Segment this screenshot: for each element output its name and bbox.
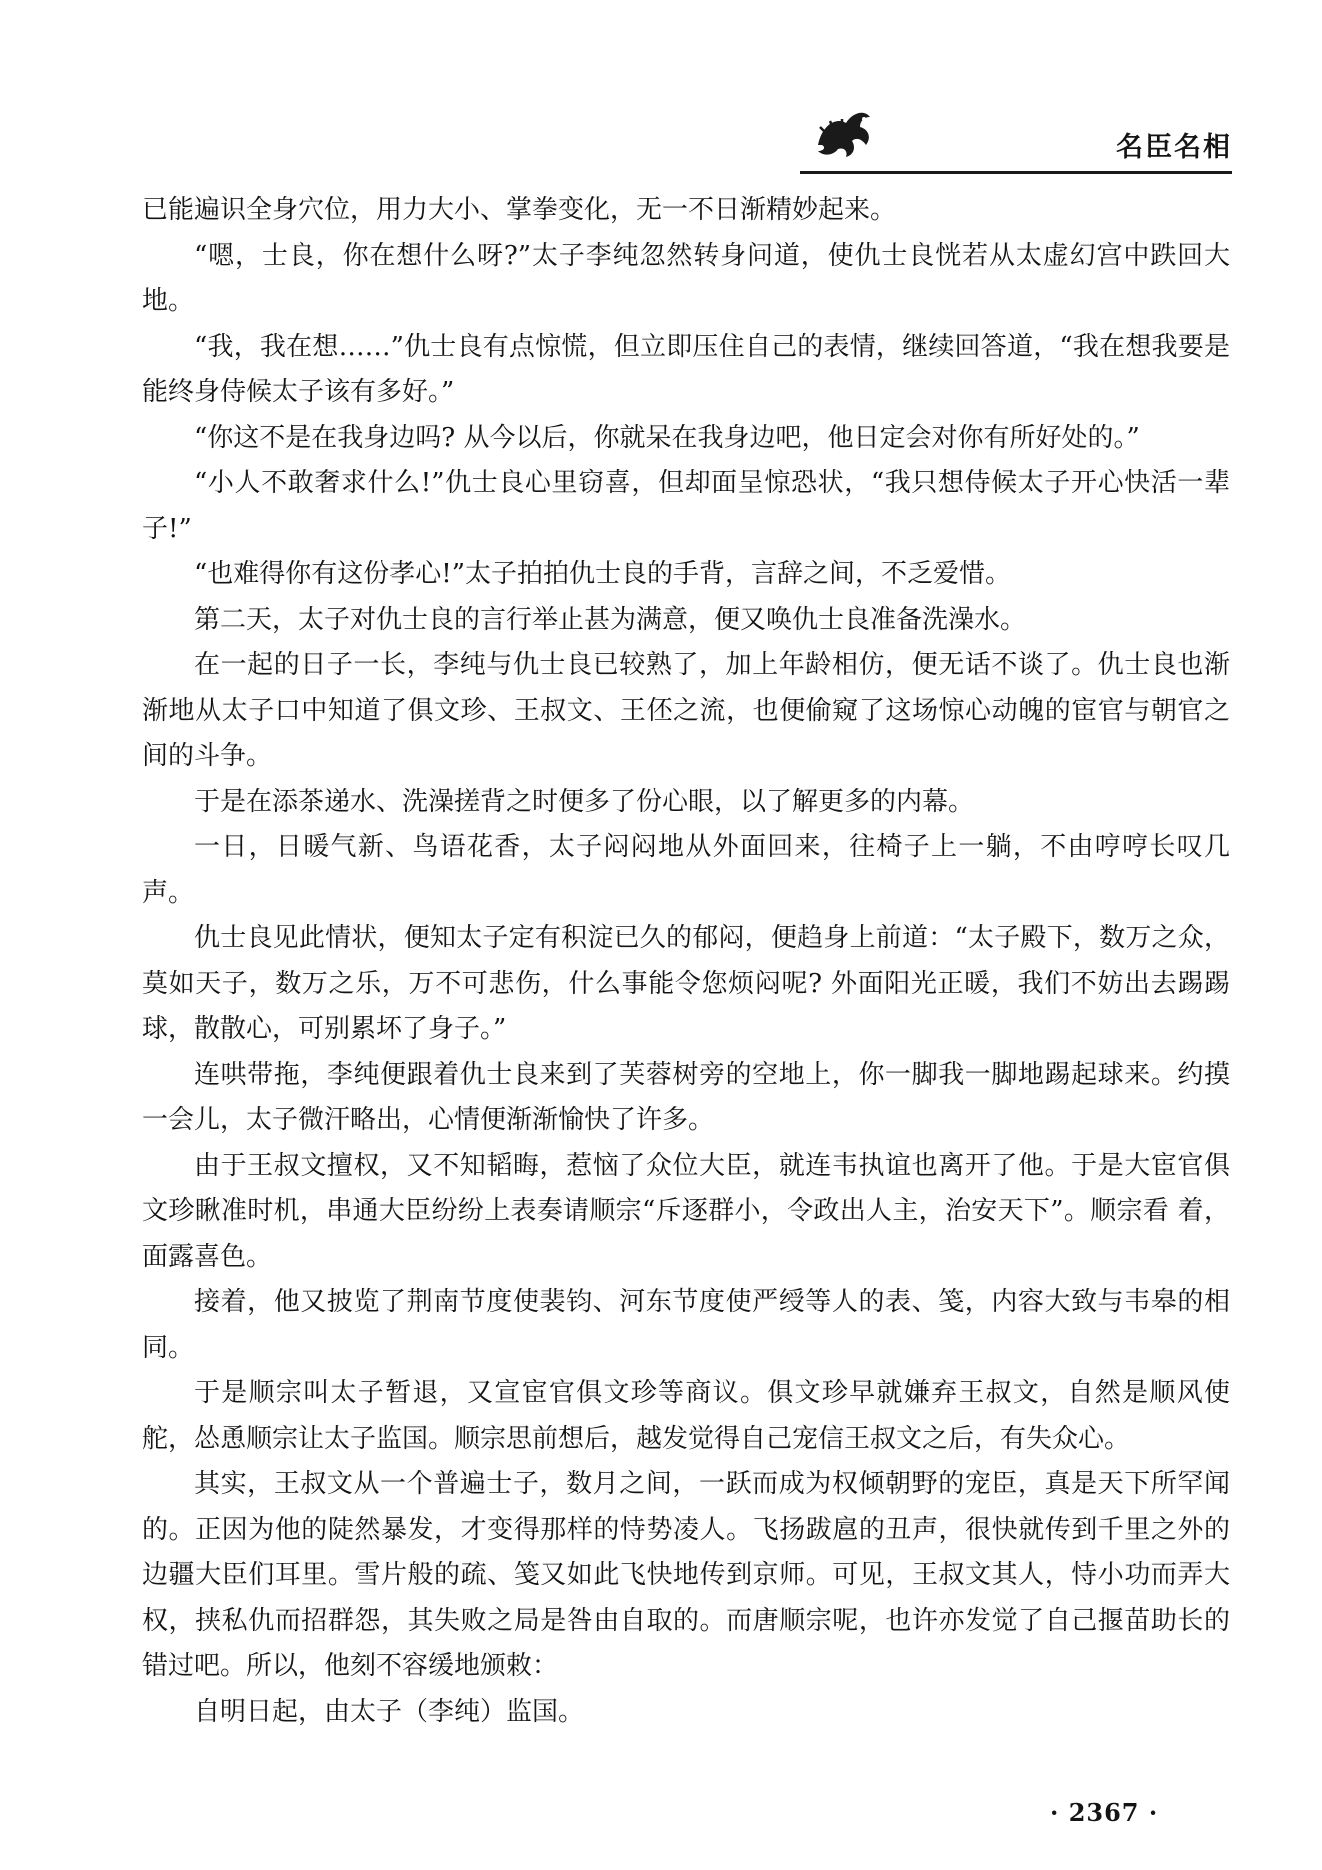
header-title: 名臣名相 [1116,132,1232,163]
paragraph: 于是顺宗叫太子暂退，又宣宦官俱文珍等商议。俱文珍早就嫌弃王叔文，自然是顺风使舵，怂恿顺宗让太子监国。顺宗思前想后，越发觉得自己宠信王叔文之后，有失众心。 [142,1378,1230,1454]
body-text [142,188,1230,1735]
paragraph: 第二天，太子对仇士良的言行举止甚为满意，便又唤仇士良准备洗澡水。 [194,604,1027,635]
paragraph: “嗯，士良，你在想什么呀?”太子李纯忽然转身问道，使仇士良恍若从太虚幻宫中跌回大地。 [142,240,1230,316]
paragraph: 在一起的日子一长，李纯与仇士良已较熟了，加上年龄相仿，便无话不谈了。仇士良也渐渐地从太子口中知道了俱文珍、王叔文、王伾之流，也便偷窥了这场惊心动魄的宦官与朝官之间的斗争。 [142,650,1230,771]
paragraph: 一日，日暖气新、鸟语花香，太子闷闷地从外面回来，往椅子上一躺，不由哼哼长叹几声。 [142,832,1230,908]
paragraph: “小人不敢奢求什么!”仇士良心里窃喜，但却面呈惊恐状，“我只想侍候太子开心快活一辈子!” [142,468,1230,544]
paragraph: 连哄带拖，李纯便跟着仇士良来到了芙蓉树旁的空地上，你一脚我一脚地踢起球来。约摸一会儿，太子微汗略出，心情便渐渐愉快了许多。 [142,1059,1230,1135]
paragraph: 仇士良见此情状，便知太子定有积淀已久的郁闷，便趋身上前道：“太子殿下，数万之众，莫如天子，数万之乐，万不可悲伤，什么事能令您烦闷呢? 外面阳光正暖，我们不妨出去踢踢球，散散心，可别累坏了身子。” [142,923,1230,1044]
running-header [800,95,1232,175]
paragraph: 其实，王叔文从一个普遍士子，数月之间，一跃而成为权倾朝野的宠臣，真是天下所罕闻的。正因为他的陡然暴发，才变得那样的恃势凌人。飞扬跋扈的丑声，很快就传到千里之外的边疆大臣们耳里。雪片般的疏、笺又如此飞快地传到京师。可见，王叔文其人，恃小功而弄大权，挟私仇而招群怨，其失败之局是咎由自取的。而唐顺宗呢，也许亦发觉了自己揠苗助长的错过吧。所以，他刻不容缓地颁敕： [142,1469,1230,1681]
paragraph: 自明日起，由太子（李纯）监国。 [194,1696,585,1727]
paragraph: “你这不是在我身边吗? 从今以后，你就呆在我身边吧，他日定会对你有所好处的。” [194,422,1140,453]
paragraph: “我，我在想……”仇士良有点惊慌，但立即压住自己的表情，继续回答道，“我在想我要是能终身侍候太子该有多好。” [142,331,1230,407]
header-divider [800,171,1232,174]
dragon-emblem-icon [808,95,878,165]
paragraph: 由于王叔文擅权，又不知韬晦，惹恼了众位大臣，就连韦执谊也离开了他。于是大宦官俱文珍瞅准时机，串通大臣纷纷上表奏请顺宗“斥逐群小，令政出人主，治安天下”。顺宗看 着，面露喜色。 [142,1150,1230,1272]
paragraph: 于是在添茶递水、洗澡搓背之时便多了份心眼，以了解更多的内幕。 [194,786,975,817]
paragraph: 接着，他又披览了荆南节度使裴钧、河东节度使严绶等人的表、笺，内容大致与韦皋的相同。 [142,1287,1230,1363]
page-number: · 2367 · [1050,1798,1159,1827]
paragraph: “也难得你有这份孝心!”太子拍拍仇士良的手背，言辞之间，不乏爱惜。 [194,559,1012,589]
paragraph: 已能遍识全身穴位，用力大小、掌拳变化，无一不日渐精妙起来。 [142,195,897,225]
